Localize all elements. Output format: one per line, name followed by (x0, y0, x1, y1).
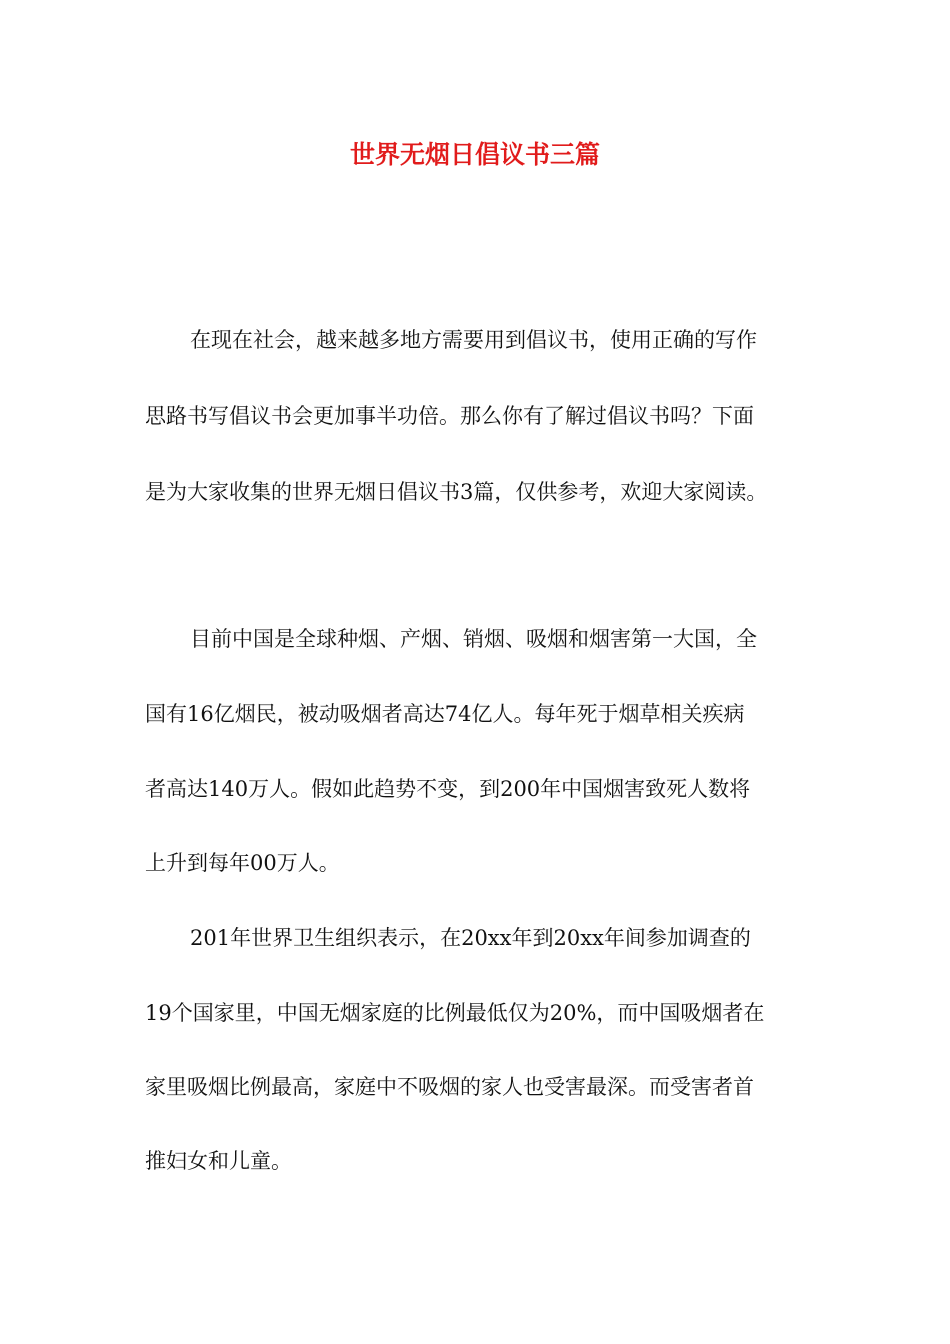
paragraph2-line-3: 家里吸烟比例最高，家庭中不吸烟的家人也受害最深。而受害者首 (145, 1075, 754, 1099)
paragraph1-line-2: 国有16亿烟民，被动吸烟者高达74亿人。每年死于烟草相关疾病 (145, 702, 745, 726)
paragraph2-line-4: 推妇女和儿童。 (145, 1149, 292, 1173)
intro-line-3: 是为大家收集的世界无烟日倡议书3篇，仅供参考，欢迎大家阅读。 (145, 480, 768, 504)
intro-line-2: 思路书写倡议书会更加事半功倍。那么你有了解过倡议书吗？下面 (145, 404, 754, 428)
paragraph1-line-1: 目前中国是全球种烟、产烟、销烟、吸烟和烟害第一大国，全 (190, 627, 757, 651)
intro-line-1: 在现在社会，越来越多地方需要用到倡议书，使用正确的写作 (190, 328, 757, 352)
paragraph1-line-4: 上升到每年00万人。 (145, 851, 340, 875)
document-title: 世界无烟日倡议书三篇 (349, 140, 600, 169)
paragraph1-line-3: 者高达140万人。假如此趋势不变，到200年中国烟害致死人数将 (145, 777, 751, 801)
paragraph2-line-2: 19个国家里，中国无烟家庭的比例最低仅为20%，而中国吸烟者在 (145, 1001, 765, 1025)
paragraph2-line-1: 201年世界卫生组织表示，在20xx年到20xx年间参加调查的 (190, 926, 751, 950)
